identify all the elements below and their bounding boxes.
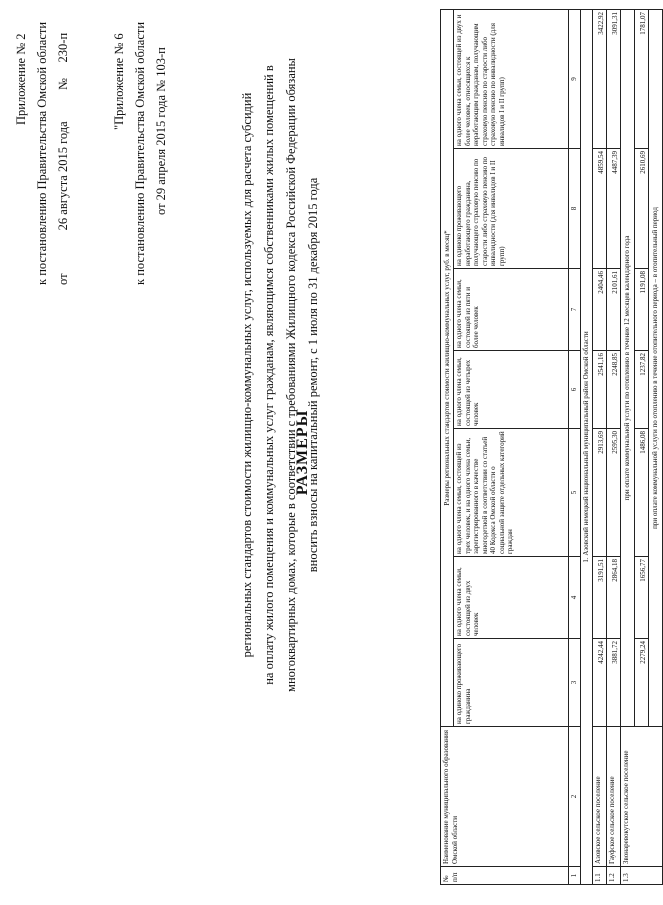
subtitle-line-2: на оплату жилого помещения и коммунальных услуг гражданам, являющимся собственниками жилых помещений в (262, 65, 276, 685)
section-row (581, 9, 593, 884)
row-num: 1.2 (607, 867, 621, 885)
row-num: 1.3 (621, 867, 663, 885)
header-num: № п/п (441, 867, 569, 885)
annex-number-value: 230-п (56, 32, 70, 63)
table-row (593, 9, 607, 884)
standards-table (440, 9, 663, 885)
section-title: 1. Азовский немецкий национальный муниципальный район Омской области (581, 9, 593, 884)
subheader-pensioner-single: на одиноко проживающего неработающего гражданина, получающего страховую пенсию по старости либо страховую пенсию по инвалидности (для инвалидов I и II групп) (454, 149, 569, 269)
row-value: 4487,39 (607, 149, 621, 269)
row-note: при оплате коммунальной услуги по отоплению в течение 12 месяцев календарного года (621, 9, 635, 726)
subtitle-line-1: региональных стандартов стоимости жилищно-коммунальных услуг, используемых для расчета субсидий (240, 92, 254, 658)
table-row-note-a (621, 9, 635, 884)
row-value: 4242,44 (593, 639, 607, 727)
col-number: 9 (569, 9, 581, 148)
row-value: 3422,92 (593, 9, 607, 148)
annex-no-sign: № (56, 78, 70, 91)
row-name: Звонаревокутское сельское поселение (621, 727, 663, 867)
row-value: 2279,24 (635, 639, 649, 727)
subheader-two: на одного члена семьи, состоящей из двух человек (454, 557, 569, 639)
row-value: 2101,61 (607, 269, 621, 351)
col-number: 6 (569, 351, 581, 429)
row-value: 1656,77 (635, 557, 649, 639)
row-name: Азовское сельское поселение (593, 727, 607, 867)
col-number: 4 (569, 557, 581, 639)
row-value: 3881,72 (607, 639, 621, 727)
col-number: 7 (569, 269, 581, 351)
row-value: 2610,69 (635, 149, 649, 269)
row-value: 2864,18 (607, 557, 621, 639)
subheader-five: на одного члена семьи, состоящей из пяти и более человек (454, 269, 569, 351)
subheader-three: на одного члена семьи, состоящей из трех человек, и на одного члена семьи, зарегистрированного в качестве многодетной в соответствии со статьей 40 Кодекса Омской области о социальной защите отдельных категорий граждан (454, 429, 569, 557)
row-value: 2913,69 (593, 429, 607, 557)
col-number: 5 (569, 429, 581, 557)
row-note: при оплате коммунальной услуги по отоплению в течение отопительного периода – в отопительный период (649, 9, 663, 726)
document-title: РАЗМЕРЫ (294, 409, 311, 496)
subheader-pensioner-family: на одного члена семьи, состоящей из двух и более человек, относящихся к неработающим гражданам, получающим страховую пенсию по старости либо страховую пенсию по инвалидности (для инвалидов I и II групп) (454, 9, 569, 148)
row-value: 1486,08 (635, 429, 649, 557)
annex-ot: от (56, 273, 70, 285)
header-name: Наименование муниципального образования Омской области (441, 727, 569, 867)
table-row (607, 9, 621, 884)
old-annex-decree: к постановлению Правительства Омской области (133, 21, 147, 285)
header-group: Размеры региональных стандартов стоимости жилищно-коммунальных услуг, руб. в месяц* (441, 9, 454, 726)
row-value: 2595,30 (607, 429, 621, 557)
annex-decree: к постановлению Правительства Омской области (35, 21, 49, 285)
row-value: 2404,46 (593, 269, 607, 351)
header-row-1 (441, 9, 454, 884)
row-value: 1191,08 (635, 269, 649, 351)
subtitle-line-3: многоквартирных домах, которые в соответствии с требованиями Жилищного кодекса Российской Федерации обязаны (284, 58, 298, 692)
row-name: Гауфское сельское поселение (607, 727, 621, 867)
row-value: 2248,85 (607, 351, 621, 429)
subtitle-line-4: вносить взносы на капитальный ремонт, с 1 июля по 31 декабря 2015 года (306, 177, 320, 573)
col-number: 2 (569, 727, 581, 867)
row-value: 3091,31 (607, 9, 621, 148)
row-value: 3191,51 (593, 557, 607, 639)
annex-date: 26 августа 2015 года (56, 121, 70, 231)
row-value: 4859,54 (593, 149, 607, 269)
col-number: 3 (569, 639, 581, 727)
annex-number: Приложение № 2 (14, 33, 28, 125)
annex-date-line (56, 33, 70, 285)
old-annex-number: "Приложение № 6 (112, 33, 126, 130)
row-value: 1781,07 (635, 9, 649, 148)
subheader-single: на одиноко проживающего гражданина (454, 639, 569, 727)
col-number: 1 (569, 867, 581, 885)
subheader-four: на одного члена семьи, состоящей из четырех человек (454, 351, 569, 429)
col-number: 8 (569, 149, 581, 269)
row-value: 1237,82 (635, 351, 649, 429)
column-number-row (569, 9, 581, 884)
row-value: 2541,16 (593, 351, 607, 429)
row-num: 1.1 (593, 867, 607, 885)
old-annex-date: от 29 апреля 2015 года № 103-п (154, 47, 168, 215)
